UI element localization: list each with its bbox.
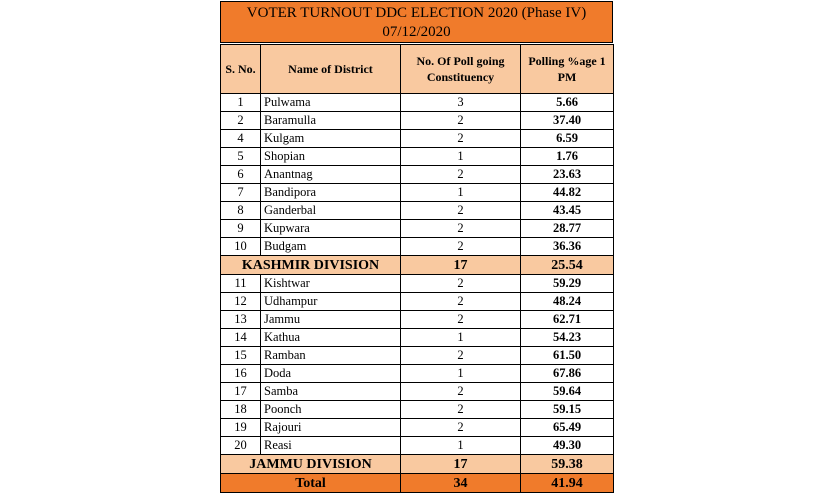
cell-district: Ganderbal [261, 202, 401, 220]
cell-poll: 2 [401, 293, 521, 311]
cell-pct: 5.66 [521, 94, 614, 112]
cell-poll: 1 [401, 365, 521, 383]
cell-pct: 36.36 [521, 238, 614, 256]
cell-sno: 10 [221, 238, 261, 256]
kashmir-division-row-label: KASHMIR DIVISION [221, 256, 401, 275]
cell-district: Budgam [261, 238, 401, 256]
cell-poll: 1 [401, 184, 521, 202]
cell-pct: 37.40 [521, 112, 614, 130]
cell-sno: 16 [221, 365, 261, 383]
cell-poll: 2 [401, 220, 521, 238]
turnout-table [220, 44, 614, 493]
cell-pct: 6.59 [521, 130, 614, 148]
cell-district: Reasi [261, 437, 401, 455]
kashmir-division-row [221, 256, 614, 275]
cell-sno: 2 [221, 112, 261, 130]
table-row [221, 437, 614, 455]
cell-sno: 18 [221, 401, 261, 419]
cell-sno: 6 [221, 166, 261, 184]
title-line-1: VOTER TURNOUT DDC ELECTION 2020 (Phase IV) [246, 5, 587, 21]
cell-pct: 49.30 [521, 437, 614, 455]
table-row [221, 293, 614, 311]
header-poll: No. Of Poll going Constituency [401, 45, 521, 94]
cell-pct: 61.50 [521, 347, 614, 365]
cell-district: Kishtwar [261, 275, 401, 293]
cell-pct: 43.45 [521, 202, 614, 220]
cell-sno: 1 [221, 94, 261, 112]
cell-district: Kulgam [261, 130, 401, 148]
cell-sno: 20 [221, 437, 261, 455]
turnout-sheet [220, 1, 613, 493]
cell-pct: 44.82 [521, 184, 614, 202]
table-title [220, 1, 613, 43]
cell-sno: 13 [221, 311, 261, 329]
cell-poll: 2 [401, 275, 521, 293]
cell-district: Poonch [261, 401, 401, 419]
cell-district: Anantnag [261, 166, 401, 184]
table-row [221, 94, 614, 112]
cell-poll: 3 [401, 94, 521, 112]
table-row [221, 148, 614, 166]
grand-total-row [221, 474, 614, 493]
cell-sno: 19 [221, 419, 261, 437]
cell-district: Kupwara [261, 220, 401, 238]
grand-total-row-pct: 41.94 [521, 474, 614, 493]
cell-sno: 14 [221, 329, 261, 347]
cell-pct: 54.23 [521, 329, 614, 347]
table-row [221, 311, 614, 329]
cell-district: Kathua [261, 329, 401, 347]
cell-poll: 2 [401, 383, 521, 401]
cell-sno: 15 [221, 347, 261, 365]
table-row [221, 238, 614, 256]
grand-total-row-label: Total [221, 474, 401, 493]
table-row [221, 184, 614, 202]
cell-poll: 2 [401, 202, 521, 220]
header-district: Name of District [261, 45, 401, 94]
cell-poll: 1 [401, 148, 521, 166]
cell-pct: 67.86 [521, 365, 614, 383]
cell-poll: 2 [401, 419, 521, 437]
table-row [221, 112, 614, 130]
table-row [221, 419, 614, 437]
table-row [221, 365, 614, 383]
cell-sno: 8 [221, 202, 261, 220]
cell-poll: 2 [401, 347, 521, 365]
cell-poll: 1 [401, 329, 521, 347]
cell-poll: 1 [401, 437, 521, 455]
cell-district: Udhampur [261, 293, 401, 311]
cell-sno: 11 [221, 275, 261, 293]
cell-poll: 2 [401, 238, 521, 256]
cell-sno: 9 [221, 220, 261, 238]
cell-pct: 23.63 [521, 166, 614, 184]
cell-district: Rajouri [261, 419, 401, 437]
cell-poll: 2 [401, 130, 521, 148]
cell-sno: 12 [221, 293, 261, 311]
cell-district: Shopian [261, 148, 401, 166]
cell-district: Ramban [261, 347, 401, 365]
cell-sno: 7 [221, 184, 261, 202]
table-row [221, 347, 614, 365]
cell-pct: 62.71 [521, 311, 614, 329]
table-row [221, 166, 614, 184]
cell-pct: 59.64 [521, 383, 614, 401]
header-sno: S. No. [221, 45, 261, 94]
cell-pct: 1.76 [521, 148, 614, 166]
cell-pct: 28.77 [521, 220, 614, 238]
jammu-division-row-pct: 59.38 [521, 455, 614, 474]
kashmir-division-row-pct: 25.54 [521, 256, 614, 275]
cell-sno: 5 [221, 148, 261, 166]
cell-district: Bandipora [261, 184, 401, 202]
table-row [221, 220, 614, 238]
cell-poll: 2 [401, 112, 521, 130]
table-row [221, 401, 614, 419]
table-row [221, 275, 614, 293]
table-row [221, 329, 614, 347]
cell-district: Jammu [261, 311, 401, 329]
header-pct: Polling %age 1 PM [521, 45, 614, 94]
cell-pct: 48.24 [521, 293, 614, 311]
kashmir-division-row-poll: 17 [401, 256, 521, 275]
jammu-division-row [221, 455, 614, 474]
header-row [221, 45, 614, 94]
table-row [221, 130, 614, 148]
cell-poll: 2 [401, 311, 521, 329]
jammu-division-row-poll: 17 [401, 455, 521, 474]
cell-district: Doda [261, 365, 401, 383]
cell-district: Samba [261, 383, 401, 401]
cell-pct: 59.15 [521, 401, 614, 419]
cell-pct: 59.29 [521, 275, 614, 293]
cell-sno: 17 [221, 383, 261, 401]
jammu-division-row-label: JAMMU DIVISION [221, 455, 401, 474]
cell-sno: 4 [221, 130, 261, 148]
cell-poll: 2 [401, 166, 521, 184]
title-line-2: 07/12/2020 [382, 24, 451, 40]
table-row [221, 383, 614, 401]
cell-poll: 2 [401, 401, 521, 419]
table-row [221, 202, 614, 220]
cell-pct: 65.49 [521, 419, 614, 437]
cell-district: Baramulla [261, 112, 401, 130]
grand-total-row-poll: 34 [401, 474, 521, 493]
cell-district: Pulwama [261, 94, 401, 112]
